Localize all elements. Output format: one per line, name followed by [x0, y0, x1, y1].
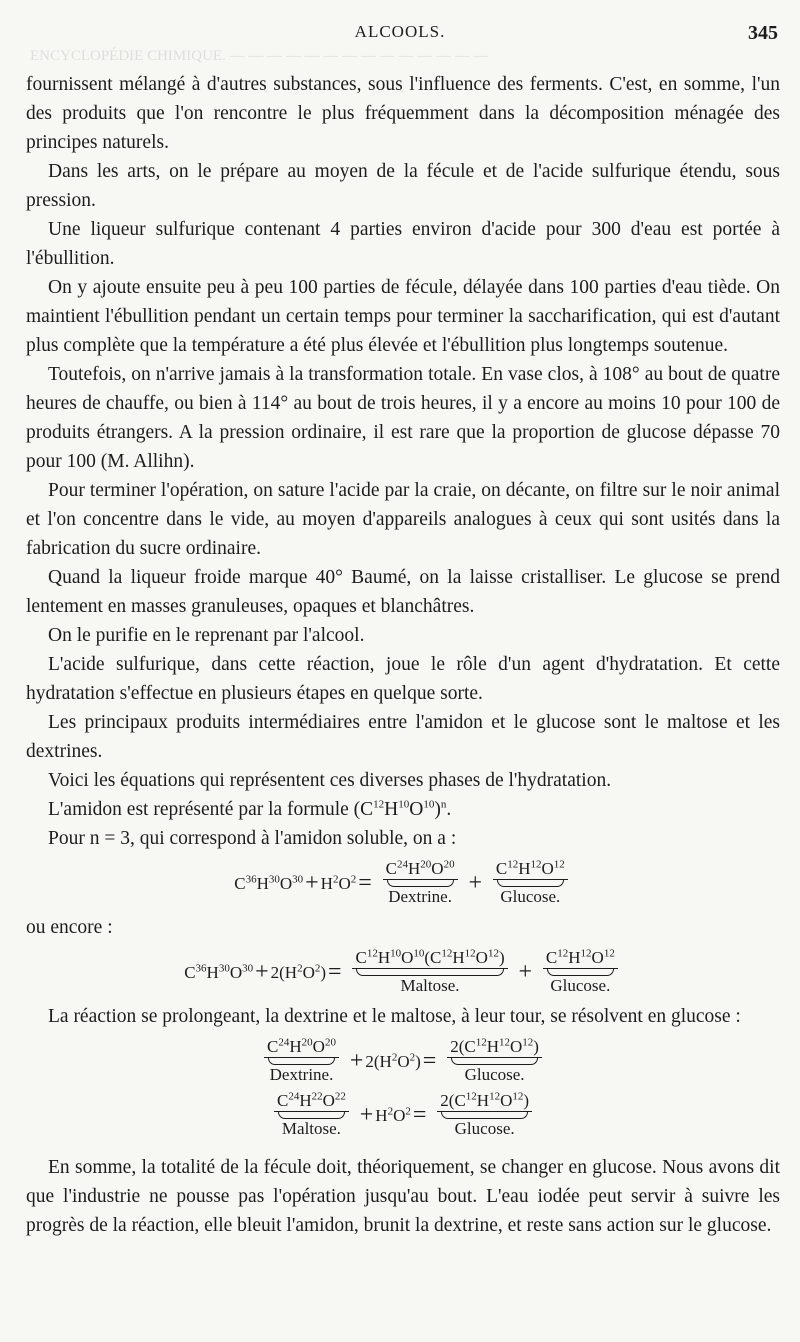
paragraph: Voici les équations qui représentent ces diverses phases de l'hydratation. [48, 770, 612, 791]
equation-2: $C^{36}H^{30}O^{30}+ 2(H^2O^2)=$ $\frac{C^{12}H^{10}O^{10}(C^{12}H^{12}O^{12})}{\text{Maltose.}}$ + $\frac{C^{12}H^{12}O^{12}}{\text{Glucose.}}$ [26, 948, 780, 996]
paragraph: fournissent mélangé à d'autres substances, sous l'influence des ferments. C'est, en somme, l'un des produits que l'on rencontre le plus fréquemment dans la décomposition ménagée des principes naturels. [26, 74, 780, 153]
paragraph: L'acide sulfurique, dans cette réaction, joue le rôle d'un agent d'hydratation. Et cette hydratation s'effectue en plusieurs étapes en quelque sorte. [26, 654, 780, 704]
paragraph: Dans les arts, on le prépare au moyen de la fécule et de l'acide sulfurique étendu, sous pression. [26, 161, 780, 211]
amidon-formula-line: L'amidon est représenté par la formule $(C^{12}H^{10}O^{10})^n$. [48, 798, 452, 820]
equation-4: $\frac{C^{24}H^{22}O^{22}}{\text{Maltose.}}$ + $H^2O^2=$ $\frac{2(C^{12}H^{12}O^{12})}{\text{Glucose.}}$ [26, 1091, 780, 1139]
ou-encore: ou encore : [26, 917, 113, 938]
n-line: Pour n = 3, qui correspond à l'amidon soluble, on a : [48, 828, 457, 849]
paragraph: Les principaux produits intermédiaires entre l'amidon et le glucose sont le maltose et les dextrines. [26, 712, 780, 762]
paragraph: Une liqueur sulfurique contenant 4 parties environ d'acide pour 300 d'eau est portée à l'ébullition. [26, 219, 780, 269]
label-dextrine: Dextrine. [388, 887, 452, 906]
page-header [0, 22, 800, 52]
label-dextrine: Dextrine. [269, 1065, 334, 1084]
paragraph: On le purifie en le reprenant par l'alcool. [48, 625, 365, 646]
paragraph-final: En somme, la totalité de la fécule doit, théoriquement, se changer en glucose. Nous avons dit que l'industrie ne pousse pas l'opération jusqu'au bout. L'eau iodée peut servir à suivre les progrès de la réaction, elle bleuit l'amidon, brunit la dextrine, et reste sans action sur le glucose. [26, 1157, 780, 1236]
running-title: ALCOOLS. [354, 22, 446, 41]
equation-1: $C^{36}H^{30}O^{30}+ H^2O^2=$ $\frac{C^{24}H^{20}O^{20}}{\text{Dextrine.}}$ + $\frac{C^{12}H^{12}O^{12}}{\text{Glucose.}}$ [26, 859, 780, 907]
page-body [26, 70, 780, 1240]
label-glucose: Glucose. [500, 887, 561, 906]
paragraph: On y ajoute ensuite peu à peu 100 parties de fécule, délayée dans 100 parties d'eau tiède. On maintient l'ébullition pendant un certain temps pour terminer la saccharification, qui est d'autant plus complète que la température a été plus élevée et l'ébullition plus longtemps soutenue. [26, 277, 780, 356]
label-maltose: Maltose. [281, 1119, 341, 1138]
page-number: 345 [748, 22, 778, 44]
paragraph: Quand la liqueur froide marque 40° Baumé, on la laisse cristalliser. Le glucose se prend lentement en masses granuleuses, opaques et blanchâtres. [26, 567, 780, 617]
bleed-through-text: ENCYCLOPÉDIE CHIMIQUE. — — — — — — — — — — — — — — [30, 48, 489, 64]
label-glucose: Glucose. [550, 976, 611, 995]
equation-3: $\frac{C^{24}H^{20}O^{20}}{\text{Dextrine.}}$ + $2(H^2O^2)=$ $\frac{2(C^{12}H^{12}O^{12})}{\text{Glucose.}}$ [26, 1037, 780, 1085]
label-glucose: Glucose. [464, 1065, 525, 1084]
label-glucose: Glucose. [454, 1119, 515, 1138]
paragraph: Pour terminer l'opération, on sature l'acide par la craie, on décante, on filtre sur le noir animal et l'on concentre dans le vide, au moyen d'appareils analogues à ceux qui sont usités dans la fabrication du sucre ordinaire. [26, 480, 780, 559]
paragraph-reaction: La réaction se prolongeant, la dextrine et le maltose, à leur tour, se résolvent en glucose : [48, 1006, 741, 1027]
paragraph: Toutefois, on n'arrive jamais à la transformation totale. En vase clos, à 108° au bout de quatre heures de chauffe, ou bien à 114° au bout de trois heures, il y a encore au moins 10 pour 100 de produits étrangers. A la pression ordinaire, il est rare que la proportion de glucose dépasse 70 pour 100 (M. Allihn). [26, 364, 780, 472]
label-maltose: Maltose. [400, 976, 460, 995]
